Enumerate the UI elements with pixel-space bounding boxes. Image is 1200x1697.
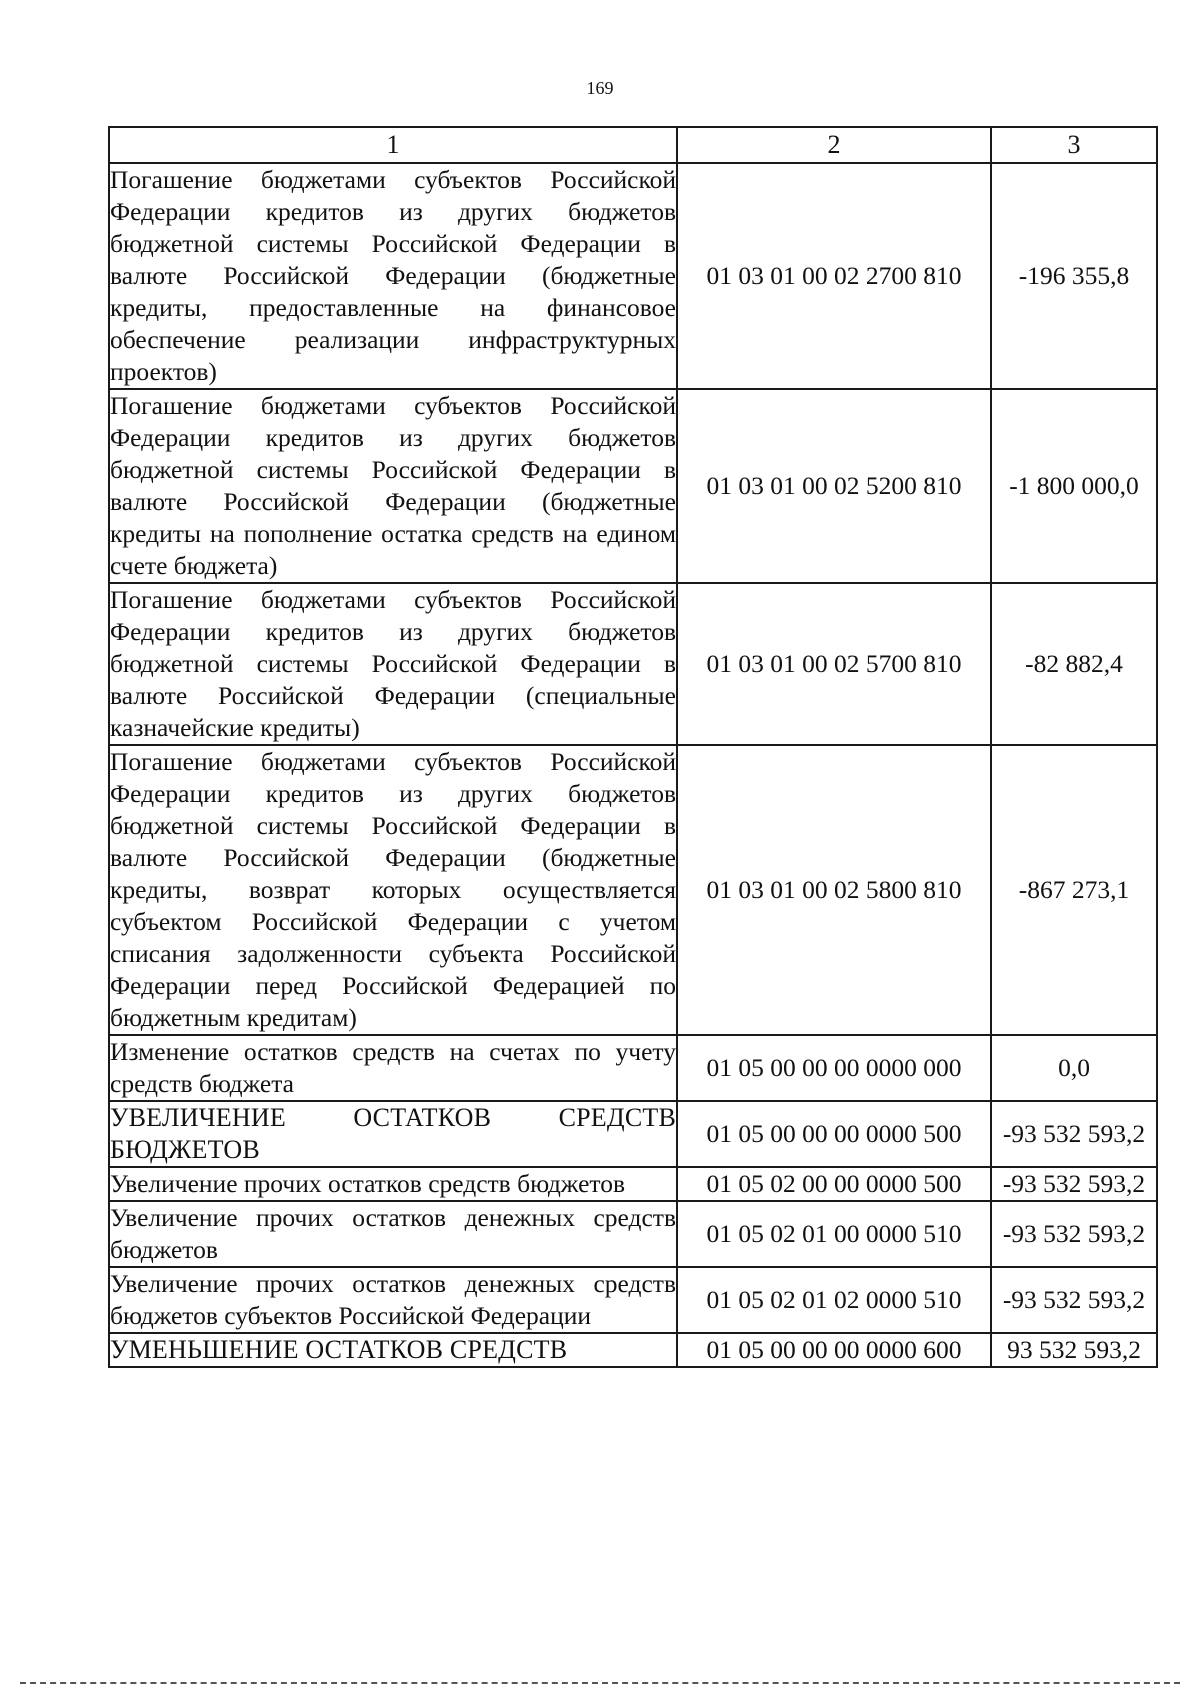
row-code: 01 03 01 00 02 5200 810 xyxy=(677,389,991,583)
page-number: 169 xyxy=(586,78,614,98)
table-header-row xyxy=(109,127,1157,163)
row-name: Погашение бюджетами субъектов Российской Федерации кредитов из других бюджетов бюджетной системы Российской Федерации в валюте Российской Федерации (специальные казначейские кредиты) xyxy=(109,583,677,745)
column-header-1: 1 xyxy=(109,127,677,163)
column-header-3: 3 xyxy=(991,127,1157,163)
table-row xyxy=(109,1267,1157,1333)
row-name: Погашение бюджетами субъектов Российской Федерации кредитов из других бюджетов бюджетной системы Российской Федерации в валюте Российской Федерации (бюджетные кредиты, возврат которых осуществляется субъектом Российской Федерации с учетом списания задолженности субъекта Российской Федерации перед Российской Федерацией по бюджетным кредитам) xyxy=(109,745,677,1035)
row-code: 01 03 01 00 02 5700 810 xyxy=(677,583,991,745)
page-bottom-rule xyxy=(20,1682,1180,1684)
table-row xyxy=(109,1101,1157,1167)
row-code: 01 05 02 01 00 0000 510 xyxy=(677,1201,991,1267)
row-name: Увеличение прочих остатков денежных средств бюджетов субъектов Российской Федерации xyxy=(109,1267,677,1333)
row-code: 01 05 00 00 00 0000 500 xyxy=(677,1101,991,1167)
row-code: 01 05 00 00 00 0000 000 xyxy=(677,1035,991,1101)
row-name: УМЕНЬШЕНИЕ ОСТАТКОВ СРЕДСТВ xyxy=(109,1333,677,1367)
row-amount: -93 532 593,2 xyxy=(991,1167,1157,1201)
row-amount: -1 800 000,0 xyxy=(991,389,1157,583)
row-name: УВЕЛИЧЕНИЕ ОСТАТКОВ СРЕДСТВ БЮДЖЕТОВ xyxy=(109,1101,677,1167)
row-amount: -93 532 593,2 xyxy=(991,1267,1157,1333)
row-amount: -867 273,1 xyxy=(991,745,1157,1035)
row-name: Увеличение прочих остатков средств бюджетов xyxy=(109,1167,677,1201)
table-row xyxy=(109,1201,1157,1267)
table-row xyxy=(109,1167,1157,1201)
table-row xyxy=(109,745,1157,1035)
budget-sources-table xyxy=(108,126,1158,1368)
row-name: Погашение бюджетами субъектов Российской Федерации кредитов из других бюджетов бюджетной системы Российской Федерации в валюте Российской Федерации (бюджетные кредиты на пополнение остатка средств на едином счете бюджета) xyxy=(109,389,677,583)
column-header-2: 2 xyxy=(677,127,991,163)
table-row xyxy=(109,1333,1157,1367)
row-name: Погашение бюджетами субъектов Российской Федерации кредитов из других бюджетов бюджетной системы Российской Федерации в валюте Российской Федерации (бюджетные кредиты, предоставленные на финансовое обеспечение реализации инфраструктурных проектов) xyxy=(109,163,677,389)
row-name: Изменение остатков средств на счетах по учету средств бюджета xyxy=(109,1035,677,1101)
table-row xyxy=(109,163,1157,389)
row-code: 01 05 02 01 02 0000 510 xyxy=(677,1267,991,1333)
table-row xyxy=(109,1035,1157,1101)
row-amount: -93 532 593,2 xyxy=(991,1201,1157,1267)
table-row xyxy=(109,583,1157,745)
row-amount: -82 882,4 xyxy=(991,583,1157,745)
table-row xyxy=(109,389,1157,583)
row-amount: -196 355,8 xyxy=(991,163,1157,389)
row-amount: -93 532 593,2 xyxy=(991,1101,1157,1167)
row-code: 01 03 01 00 02 2700 810 xyxy=(677,163,991,389)
row-amount: 0,0 xyxy=(991,1035,1157,1101)
row-name: Увеличение прочих остатков денежных средств бюджетов xyxy=(109,1201,677,1267)
row-amount: 93 532 593,2 xyxy=(991,1333,1157,1367)
row-code: 01 03 01 00 02 5800 810 xyxy=(677,745,991,1035)
row-code: 01 05 00 00 00 0000 600 xyxy=(677,1333,991,1367)
row-code: 01 05 02 00 00 0000 500 xyxy=(677,1167,991,1201)
